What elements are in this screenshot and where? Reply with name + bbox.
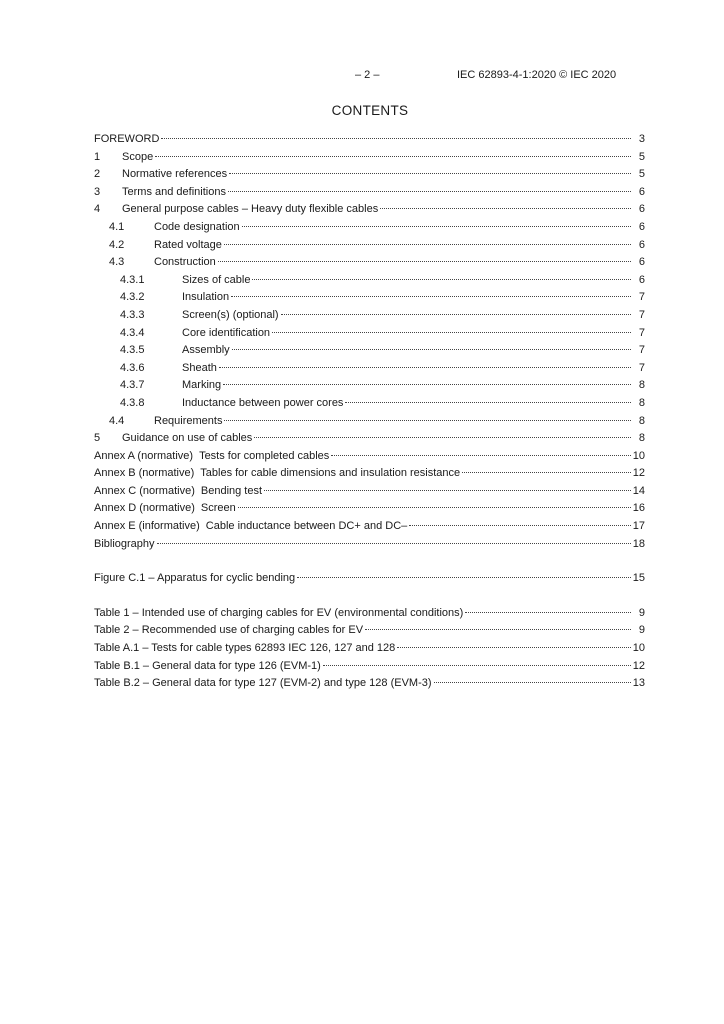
toc-entry-screens[interactable] [94,307,645,325]
toc-entry-annex-d[interactable] [94,500,645,518]
dot-leader [242,226,631,227]
figure-entry[interactable] [94,570,645,588]
toc-entry-number: Annex E (informative) [94,520,200,533]
toc-entry-title: Bibliography [94,537,155,550]
table-entry[interactable] [94,640,645,658]
toc-entry-annex-e[interactable] [94,518,645,536]
toc-entry-foreword[interactable] [94,131,645,149]
dot-leader [228,191,631,192]
table-entry-title: Table B.1 – General data for type 126 (EVM-1) [94,659,321,672]
toc-entry-number: 4 [94,203,101,216]
toc-entry-page: 18 [632,537,645,550]
toc-entry-number: 4.3.6 [120,361,145,374]
table-entry[interactable] [94,605,645,623]
dot-leader [397,647,630,648]
page-number: – 2 – [355,69,380,81]
toc-entry-number: 4.3.1 [120,273,145,286]
toc-entry-assembly[interactable] [94,342,645,360]
toc-entry-code-designation[interactable] [94,219,645,237]
dot-leader [345,402,631,403]
dot-leader [331,455,630,456]
dot-leader [297,577,631,578]
toc-entry-scope[interactable] [94,149,645,167]
toc-entry-title: Construction [154,256,216,269]
toc-entry-marking[interactable] [94,377,645,395]
toc-entry-bibliography[interactable] [94,536,645,554]
toc-entry-page: 8 [638,414,645,427]
toc-entry-annex-c[interactable] [94,483,645,501]
toc-entry-annex-a[interactable] [94,448,645,466]
table-entry-title: Table 2 – Recommended use of charging cables for EV [94,624,364,637]
dot-leader [238,507,631,508]
figure-entry-page: 15 [632,572,645,585]
toc-entry-title: Tables for cable dimensions and insulation resistance [200,467,461,480]
toc-entry-number: Annex B (normative) [94,467,195,480]
document-reference: IEC 62893-4-1:2020 © IEC 2020 [457,69,617,81]
toc-entry-title: Tests for completed cables [199,449,330,462]
toc-entry-number: 2 [94,168,101,181]
toc-entry-page: 8 [638,432,645,445]
dot-leader [161,138,631,139]
toc-entry-annex-b[interactable] [94,465,645,483]
toc-entry-number: Annex A (normative) [94,449,194,462]
toc-entry-number: 4.3.7 [120,379,145,392]
toc-entry-page: 6 [638,238,645,251]
toc-entry-title: FOREWORD [94,133,160,145]
dot-leader [219,367,631,368]
dot-leader [462,472,631,473]
toc-entry-number: 1 [94,150,101,163]
toc-entry-page: 6 [638,256,645,269]
toc-entry-page: 12 [632,467,645,480]
figure-entry-title: Figure C.1 – Apparatus for cyclic bending [94,572,296,585]
toc-entry-general-purpose-cables[interactable] [94,201,645,219]
toc-entry-page: 14 [632,484,645,497]
toc-entry-title: Screen [200,502,236,515]
table-entry[interactable] [94,622,645,640]
dot-leader [465,612,631,613]
toc-entry-page: 6 [638,220,645,233]
toc-entry-number: 4.3.8 [120,396,145,409]
toc-entry-title: Insulation [182,291,230,304]
toc-entry-page: 17 [632,520,645,533]
toc-entry-number: Annex D (normative) [94,502,195,515]
toc-entry-page: 6 [638,185,645,198]
dot-leader [323,665,631,666]
toc-entry-title: Inductance between power cores [182,396,344,409]
toc-entry-terms-definitions[interactable] [94,184,645,202]
toc-entry-number: 4.3 [109,256,125,269]
toc-entry-title: Assembly [182,344,230,357]
toc-entry-title: General purpose cables – Heavy duty flexible cables [122,203,379,216]
toc-entry-number: 4.2 [109,238,125,251]
toc-entry-number: 4.4 [109,414,125,427]
table-entry[interactable] [94,658,645,676]
toc-entry-number: Annex C (normative) [94,484,195,497]
dot-leader [229,173,631,174]
toc-entry-page: 7 [638,291,645,304]
toc-entry-insulation[interactable] [94,289,645,307]
toc-entry-title: Scope [122,150,154,163]
toc-entry-title: Screen(s) (optional) [182,308,279,321]
toc-entry-rated-voltage[interactable] [94,237,645,255]
table-entry-page: 10 [632,642,645,655]
section-spacer [94,588,645,605]
table-entry-page: 9 [638,606,645,619]
dot-leader [409,525,630,526]
toc-entry-normative-references[interactable] [94,166,645,184]
table-entry[interactable] [94,675,645,693]
dot-leader [272,332,631,333]
table-entry-title: Table 1 – Intended use of charging cables for EV (environmental conditions) [94,606,464,619]
toc-entry-title: Terms and definitions [122,185,226,198]
toc-entry-page: 5 [638,150,645,163]
toc-entry-page: 10 [632,449,645,462]
dot-leader [254,437,631,438]
table-entry-page: 9 [638,624,645,637]
toc-entry-number: 4.1 [109,220,125,233]
toc-entry-number: 4.3.3 [120,308,145,321]
dot-leader [380,208,631,209]
dot-leader [264,490,631,491]
contents-title: CONTENTS [331,103,409,118]
toc-entry-page: 5 [638,168,645,181]
toc-entry-number: 4.3.5 [120,344,145,357]
toc-entry-sheath[interactable] [94,360,645,378]
dot-leader [232,349,631,350]
dot-leader [281,314,631,315]
toc-entry-title: Bending test [200,484,263,497]
toc-entry-page: 16 [632,502,645,515]
toc-entry-sizes-of-cable[interactable] [94,272,645,290]
toc-entry-page: 8 [638,396,645,409]
toc-entry-requirements[interactable] [94,413,645,431]
table-of-contents [94,131,645,693]
dot-leader [218,261,631,262]
toc-entry-number: 5 [94,432,101,445]
toc-entry-page: 6 [638,273,645,286]
dot-leader [252,279,631,280]
table-entry-title: Table A.1 – Tests for cable types 62893 IEC 126, 127 and 128 [94,642,396,655]
toc-entry-number: 4.3.4 [120,326,145,339]
toc-entry-title: Requirements [154,414,223,427]
toc-entry-title: Core identification [182,326,271,339]
toc-entry-guidance[interactable] [94,430,645,448]
toc-entry-title: Marking [182,379,222,392]
toc-entry-page: 8 [638,379,645,392]
dot-leader [155,156,631,157]
toc-entry-number: 4.3.2 [120,291,145,304]
toc-entry-title: Cable inductance between DC+ and DC– [205,520,408,533]
dot-leader [223,384,631,385]
toc-entry-page: 6 [638,203,645,216]
toc-entry-page: 7 [638,308,645,321]
toc-entry-title: Sheath [182,361,217,374]
dot-leader [434,682,631,683]
toc-entry-page: 7 [638,344,645,357]
dot-leader [157,543,631,544]
toc-entry-number: 3 [94,185,101,198]
toc-entry-title: Rated voltage [154,238,222,251]
toc-entry-construction[interactable] [94,254,645,272]
toc-entry-page: 7 [638,326,645,339]
dot-leader [365,629,631,630]
section-spacer [94,553,645,570]
toc-entry-title: Normative references [122,168,228,181]
table-entry-page: 12 [632,659,645,672]
toc-entry-page: 7 [638,361,645,374]
toc-entry-page: 3 [638,133,645,145]
table-entry-title: Table B.2 – General data for type 127 (EVM-2) and type 128 (EVM-3) [94,677,432,690]
toc-entry-title: Code designation [154,220,240,233]
dot-leader [224,420,631,421]
toc-entry-title: Sizes of cable [182,273,251,286]
toc-entry-inductance[interactable] [94,395,645,413]
toc-entry-core-identification[interactable] [94,325,645,343]
table-entry-page: 13 [632,677,645,690]
dot-leader [231,296,631,297]
dot-leader [224,244,631,245]
toc-entry-title: Guidance on use of cables [122,432,253,445]
